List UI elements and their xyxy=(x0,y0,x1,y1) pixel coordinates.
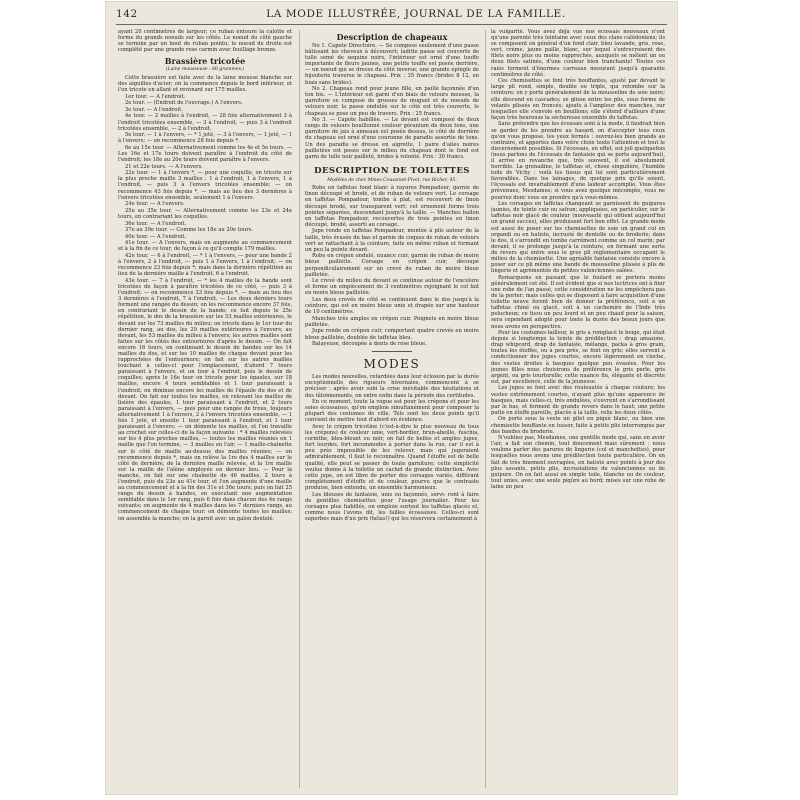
paragraph: No 1. Capote Directoire. — Se compose seulement d'une passe bâtissant les cheveux à découvert; laditte passe est couverte de tulle semé de sequins noirs, l'intérieur est orné d'une touffe importante de fleurs jaunes, une petite touffe est posée derrière, — un noeud qui se dresse du côté inverse; une grande épingle de bijouterie traverse le chapeau. Prix : 35 francs (brides 8 12, en biais sans brides). xyxy=(305,43,479,86)
paragraph: Les modes nouvelles, retardées dans leur éclosion par la durée exceptionnelle des rigueurs hivernales, commencent à se préciser : après avoir subi la crise inévitable des hésitations et des tâtonnements, on entre enfin dans la période des certitudes. xyxy=(305,374,479,399)
column-middle xyxy=(305,29,479,789)
paragraph: 1er tour. — A l'endroit. xyxy=(125,93,186,100)
paragraph: Remarquons en passant que le foulard se portera moins généralement cet été. Il est évident que si nos lectrices ont à finir une robe de l'an passé, cette considération ne les empêchera pas de la porter; mais celles qui se disposent à faire acquisition d'une toilette neuve feront bien de donner la préférence, soit à un taffetas chiné ou glacé, soit à un cachemire de l'Inde très pelucheux; ce tissu un peu lourd et un peu chaud pour la saison, sera cependant adopté pour toute la durée des beaux jours que nous avons en perspective. xyxy=(491,274,665,330)
paragraph: Balayeuse, découpée à dents de rose bleue. xyxy=(312,341,427,348)
paragraph: Les corsages en taffetas changeant se garnissent de guipures jaunies, de teinte cuir ou safran; appliquées, en particulier, sur le taffetas noir glacé de couleur (nouveauté qui obtient aujourd'hui un grand succès), elles produisent fort bon effet. Le grande mode est aussi de poser sur les chemisettes de soie un grand col en organdi ou en batiste, incrusté de dentelle ou de broderie; dans le dos, il s'arrondit en tombe carrément comme un col marin; par devant, il se prolonge jusqu'à la ceinture, en formant une sorte de revers qui entre sous le gros pli réglementaire occupant le milieu de la chemisette. Une agréable fantaisie consiste encore à poser sur ce pli même une bande de mousseline plissée à plis de lingerie et agrémentée de petites valenciennes salées. xyxy=(491,201,665,275)
paragraph: 41e tour. — A l'envers, mais on augmente au commencement et à la fin de ce tour, de façon à ce qu'il compte 179 mailles. xyxy=(118,240,292,253)
paragraph: 42e tour. — 6 à l'endroit, — * 1 à l'envers, — pour une bande 2 à l'envers, 2 à l'endroit, — puis 1 à l'envers, 1 à l'endroit; — on recommence 23 fois depuis *; mais dans la dernière répétition au lieu de la dernière maille à l'endroit, 6 à l'endroit. xyxy=(118,253,292,278)
paragraph: 3e tour. — A l'endroit. xyxy=(125,106,183,113)
paragraph: la vulgarité. Vous avez déjà vue nos écossais nouveaux n'ont qu'une parenté très lointaine avec ceux des clans calédoniens; ils se composent en général d'un fond clair, bleu lavande, gris, rose, vert, crème, jaune paille, blanc, sur lequel s'entrecroisent des filets noirs plus ou moins rapprochés, auxquels se mêlent un ou deux filets satinés, d'une couleur bien tranchante! Toutes ces raies forment d'énormes carreaux mesurant jusqu'à quarante centimètres de côté. xyxy=(491,29,665,78)
paragraph: 36e tour. — A l'endroit. xyxy=(125,220,187,227)
paragraph: 2e tour. — (Endroit de l'ouvrage.) A l'envers. xyxy=(125,100,243,107)
paragraph: 37e au 39e tour. — Comme les 18e au 20e tours. xyxy=(125,227,254,234)
column-left xyxy=(118,29,292,789)
paragraph: 24e tour. — A l'envers. xyxy=(125,201,185,208)
paragraph: Ces chemisettes se font très bouffantes, ajusté par devant le large pli rond, simple, double ou triple, qui retombe sur la ceinture; on y porte généralement de la mousseline de soie noire; elle descend en cascades; se glisse entre les plis, sous forme de volants plissés en froncés; ajouts à l'ampleur des manches, sur lesquelles elle s'envole en bouillons; elle s'étend d'ailleurs d'une façon très heureuse la sécheresse ensemble du taffetas. xyxy=(491,78,665,121)
paragraph: 6e au 15e tour. — Alternativement comme les 4e et 5e tours. — Les 16e et 17e tours doivent paraître à l'endroit du côté de l'endroit; les 18e au 20e tours doivent paraître à l'envers. xyxy=(118,144,292,164)
section-subtitle: Modèles de chez Mmes Coussinet-Pivot, rue Richer, 45. xyxy=(327,177,457,183)
paragraph: Jupe ronde en crépon cuir, comportant quatre crevés en moire bleue pailletée, doublée de taffetas bleu. xyxy=(305,328,479,341)
section-subtitle: (Laine mousseuse : 80 grammes.) xyxy=(165,67,245,73)
paragraph: No 2. Chapeau rond pour jeune fille, en paille façonnée d'un ton bis. — L'intérieur est garni d'un biais de velours mousse, la garniture se compose de grosses de muguet et de noeuds de velours noir, la passe ondulée sur le côté est très couverte, le chapeau se pose un peu de travers. Prix : 25 francs. xyxy=(305,86,479,117)
column-right xyxy=(491,29,665,789)
paragraph: ayant 20 centimètres de largeur; ce ruban entoure la calotte et forme du grands noeuds sur les côtés. Le noeud du côté gauche se termine par un bout de ruban pointu; le noeud de droite est complété par une grande rose carmin avec feuillage bronze. xyxy=(118,29,292,54)
section-heading-chapeaux: Description de chapeaux xyxy=(336,32,448,42)
paragraph: 43e tour. — 7 à l'endroit, — * les 4 mailles de la bande sont tricotées de façon à paraître tricotées de ce côté, — puis 3 à l'endroit; — on recommence 23 fois depuis *, — mais au lieu des 3 dernières à l'endroit, 7 à l'endroit. — Les deux derniers tours forment une rangée du dessin; on les recommence encore 37 fois, en contrariant le dessin de la bande; ce fait depuis le 25e répétition, le dos de la brassière sur les 53 mailles extérieures, le devant sur les 73 mailles du milieu; on tricote dans le 1er tour du dernier rang, au dos, les 29 mailles extérieures à l'envers; au devant, les 53 mailles du milieu à l'envers; les autres mailles sont faites sur les côtés des entournures d'après le dessin. — On fait encore 16 tours, en continuant le dessin de bandes sur les 14 mailles du dos, et sur les 10 mailles de chaque devant pour les rapprochées de l'entournure; on fait sur les autres mailles touchant à celles-ci pour l'emplacement, d'abord 7 tours paraissant à l'envers, et un tour à l'endroit, puis le dessin de coquilles; après le 16e tour on tricote pour les épaules, sur 18 mailles, encore 4 tours semblables et 1 tour paraissant à l'endroit; on diminue encore les mailles de l'épaule du dos et de devant. On fait sur toutes les mailles, en relevant les mailles de lisière des épaules, 1 tour paraissant à l'endroit, et 2 tours paraissant à l'envers, — puis pour une rangée de trous, toujours alternativement 1 à l'envers, 2 à l'envers tricotées ensemble, — 1 fois 1 jeté, et ensuite 1 tour paraissant à l'endroit, et 1 tour paraissant à l'envers; — on démonte les mailles, et l'on travaille au crochet sur celles-ci de la façon suivante : * 4 mailles relevées sur les 4 plus proches mailles, — toutes les mailles réunies en 1 maille que l'on termine, — 3 mailles en l'air, — 1 maille-chaînette sur le côté de maille au-dessus des mailles réunies; — on recommence depuis *, mais on relève la 1re des 4 mailles sur le côté de dernière, de la dernière maille relevée, et la 1re maille sur la maille de l'alène employée en dernier lieu. — Pour la manche, on fait sur une chaînette de 46 mailles, 2 tours à l'endroit, puis du 23e au 41e tour, et l'on augmente d'une maille au commencement et à la fin des 31e et 36e tours; puis on fait 25 rangs du dessin à bandes, en exécutant une augmentation semblable dans le 1er rang, puis 6 fois dans chacun des 4e rangs suivants; on augmente de 4 mailles dans les 7 derniers rangs, au commencement de chaque tour; on démonte toutes les mailles; on assemble la manche; on la garnit avec un galon dentelé. xyxy=(118,277,292,522)
paragraph: Manches très amples en crépon cuir. Poignets en moire bleue pailletée. xyxy=(305,315,479,328)
paragraph: Sans prétendre que les écossais sont à la mode, il faudrait bien se garder de les prendre au hasard, on d'accepter tous ceux qu'on vous propose, les yeux fermés : ouvrez-les bien grands au contraire, et apportez dans votre choix toute l'attention et tout le discernement possibles. Si l'écossais, en effet, est joli quelquefois (nous parlons de l'écossais de fantaisie qui se porte aujourd'hui), il arrive en revanche que, très souvent, il est absolument horrible. La grenadine, le taffetas et, chose singulière, l'humble toile de Vichy : voilà les tissus qui lui sont particulièrement favorables. Dans les lainages, de quelque prix qu'ils soient, l'écossais est invariablement d'une laideur accomplie. Vous êtes prévenues, Mesdames; si vous avez quelque mécompte, vous ne pourrez donc vous en prendre qu'à vous-mêmes. xyxy=(491,121,665,201)
paragraph: On porte sous la veste un gilet en piqué blanc, ou bien une chemisette bouffante en tussor, faite à petits plis interrompus par des bandes de broderie. xyxy=(491,416,665,435)
column-separator xyxy=(485,30,486,788)
page-number: 142 xyxy=(116,8,138,20)
paragraph: 4e tour. — 2 mailles à l'endroit, — 28 fois alternativement 3 à l'endroit tricotées ensemble, — 3 à l'endroit, — puis 3 à l'endroit tricotées ensemble, — 2 à l'endroit. xyxy=(118,113,292,132)
paragraph: 22e tour. — 1 à l'envers *, — pour une coquille, on tricote sur la plus proche maille 3 mailles : 1 à l'endroit, 1 à l'envers, 1 à l'endroit, — puis 3 à l'envers tricotées ensemble; — on recommence 43 fois depuis *, — mais au lieu des 3 dernières à l'envers tricotées ensemble, seulement 1 à l'envers. xyxy=(118,170,292,201)
paragraph: N'oubliez pas, Mesdames, une gentille mode qui, sans en avoir l'air, a fait son chemin, tout doucement mais sûrement : nous voulons parler des parures de lingerie (col et manchettes), pour lesquelles nous avons une prédilection toute particulière. On en fait de très finement ouvragées, en batiste avec points à jour des plus savants, petits plis, incrustations de valenciennes ou de guipure. On en fait aussi en simple toile, blanche ou de couleur, tout unies, avec une seule piqûre au bord; mises sur une robe de laine un peu xyxy=(491,435,665,490)
paragraph: Les jupes se font avec des rouleautés à chaque couture; les vestes extrêmement courtes, n'ayant plus qu'une apparence de basques, mais celles-ci, très ondulées, s'ouvrent en s'arrondissant par le bas, et forment de grands revers dans le haut; une petite patte en étoffe pareille, placée à la taille, relie les deux côtés. xyxy=(491,385,665,416)
paragraph: Avec le crépon tricotine (c'est-à-dire le plus nouveau de tous les crépons) de couleur unie, vert-bordier, brun-abeille, fuschia, corinthe, bleu-bleuet ou noir, on fait de belles et amples jupes, fort lourdes, fort incommodes à porter dans la rue, car il est à peu près impossible de les relever, mais qui jugeraient admirablement, il faut le reconnaître. Quand l'étoffe est de belle qualité, elle peut se passer de toute garniture; cette simplicité voulue donne à la toilette un cachet de grande distinction. Avec cette jupe, on est libre de porter des corsages variés, différant complètement d'étoffe et de couleur, pourvu que le contraste produise, bien entendu, un ensemble harmonieux. xyxy=(305,423,479,491)
journal-title: LA MODE ILLUSTRÉE, JOURNAL DE LA FAMILLE. xyxy=(266,8,566,20)
page-sheet xyxy=(106,2,677,794)
paragraph: Cette brassière est faite avec de la laine mousse blanche sur des aiguilles d'acier; on la commence depuis le bord inférieur, et l'on tricote en allant et revenant sur 175 mailles. xyxy=(118,74,292,94)
section-heading-toilettes: DESCRIPTION DE TOILETTES xyxy=(314,165,470,176)
paragraph: 25e au 35e tour. — Alternativement comme les 23e et 24e tours, en contrariant les coquilles. xyxy=(118,207,292,220)
paragraph: Robe en taffetas fond blanc à rayures Pompadour, garnie de linon découpé et brodé, et de ruban de velours vert. Le corsage en taffetas Pompadour, tombe à plat, est recouvert de linon découpé brodé, sur transparent vert; cet ornement forme trois pointes séparées, descendant jusqu'à la taille. — Manches ballon en taffetas Pompadour, recouvertes de trois pointes en linon découpé, brodé, assorti au corsage. xyxy=(305,185,479,228)
paragraph: 21 et 22e tours. — A l'envers. xyxy=(125,163,203,170)
paragraph: Pour les costumes-tailleur, le gris a remplacé le beige, qui était depuis si longtemps la teinte de prédilection : drap amazone, drap whipcord, drap de fantaisie, mélange, packa à gros grain, toutes les étoffes, ou à peu près, se font en gris; elles servent à confectionner des jupes courtes, encore légèrement en cloche, des vestes droites à basques quelque peu évasées. Pour les jeunes filles nous choisirons de préférence le gris perle, gris argent, ou gris tourterelle; cette nuance fin, élégante et discrète est, par excellence, celle de la jeunesse. xyxy=(491,330,665,385)
paragraph: 5e tour. — 1 à l'envers, — * 1 jeté, — 3 à l'envers, — 1 jeté, — 1 à l'envers; — on recommence 28 fois depuis *. xyxy=(118,132,292,145)
paragraph: Les blouses de fantaisie, unis ou façonnés, servi- ront à faire de gentilles chemisettes pour l'usage journalier. Pour les corsages plus habillés, on emploie surtout les taffetas glacés et, comme nous l'avons dit, les failles écossaises. Celles-ci sont superbes mais d'un prix (hélas!) qui les réservera certainement à xyxy=(305,491,479,522)
paragraph: No 3. — Capote habillée. — Le devant est composé de deux rangs de velours bouillonné couleur géranium de deux tons, une garniture de jais à anneaux est posée dessus, le côté de derrière du chapeau est orné d'une couronne de paradis assortie de tons. Un des paradis se dresse en aigrette, 1 paire d'ailes noires pailletées est posée sur le milieu du chapeau dont le fond est garni de tulle noir pailleté, brides à volonté. Prix : 30 francs. xyxy=(305,117,479,160)
header-rule xyxy=(116,24,667,25)
paragraph: Robe en crépon ondulé, nuance cuir, garnie de ruban de moire bleue paillette. Corsage en crépon cuir, découpé perpendiculairement sur un crevé de ruban de moire bleue pailletée. xyxy=(305,253,479,278)
paragraph: Jupe ronde en taffetas Pompadour, montée à plis autour de la taille, très évasée du bas et garnie de coques de ruban de velours vert se rattachant à la ceinture, faite en même ruban et formant un peu la pointe devant. xyxy=(305,228,479,253)
section-heading-modes: MODES xyxy=(363,357,421,372)
divider xyxy=(372,351,412,352)
running-header xyxy=(116,8,666,24)
paragraph: Le crevé du milieu du devant se continue autour de l'encolure et forme un empiècement de 3 centimètres rejoignant le col fait en moire bleue pailletée. xyxy=(305,278,479,297)
paragraph: Les deux crevés de côté se continuent dans le dos jusqu'à la ceinture, qui est en moire bleue unie et drapée sur une hauteur de 10 centimètres. xyxy=(305,296,479,316)
paragraph: 40e tour. — A l'endroit. xyxy=(125,233,187,240)
section-heading-brassiere: Brassière tricotée xyxy=(164,56,246,67)
paragraph: En ce moment, toute la vogue est pour les crépons et pour les soies écossaises, qu'on emploie simultanément pour composer la plupart des costumes de ville. Tels sont les deux points qu'il convient de mettre tout d'abord en évidence. xyxy=(305,399,479,424)
column-separator xyxy=(299,30,300,788)
